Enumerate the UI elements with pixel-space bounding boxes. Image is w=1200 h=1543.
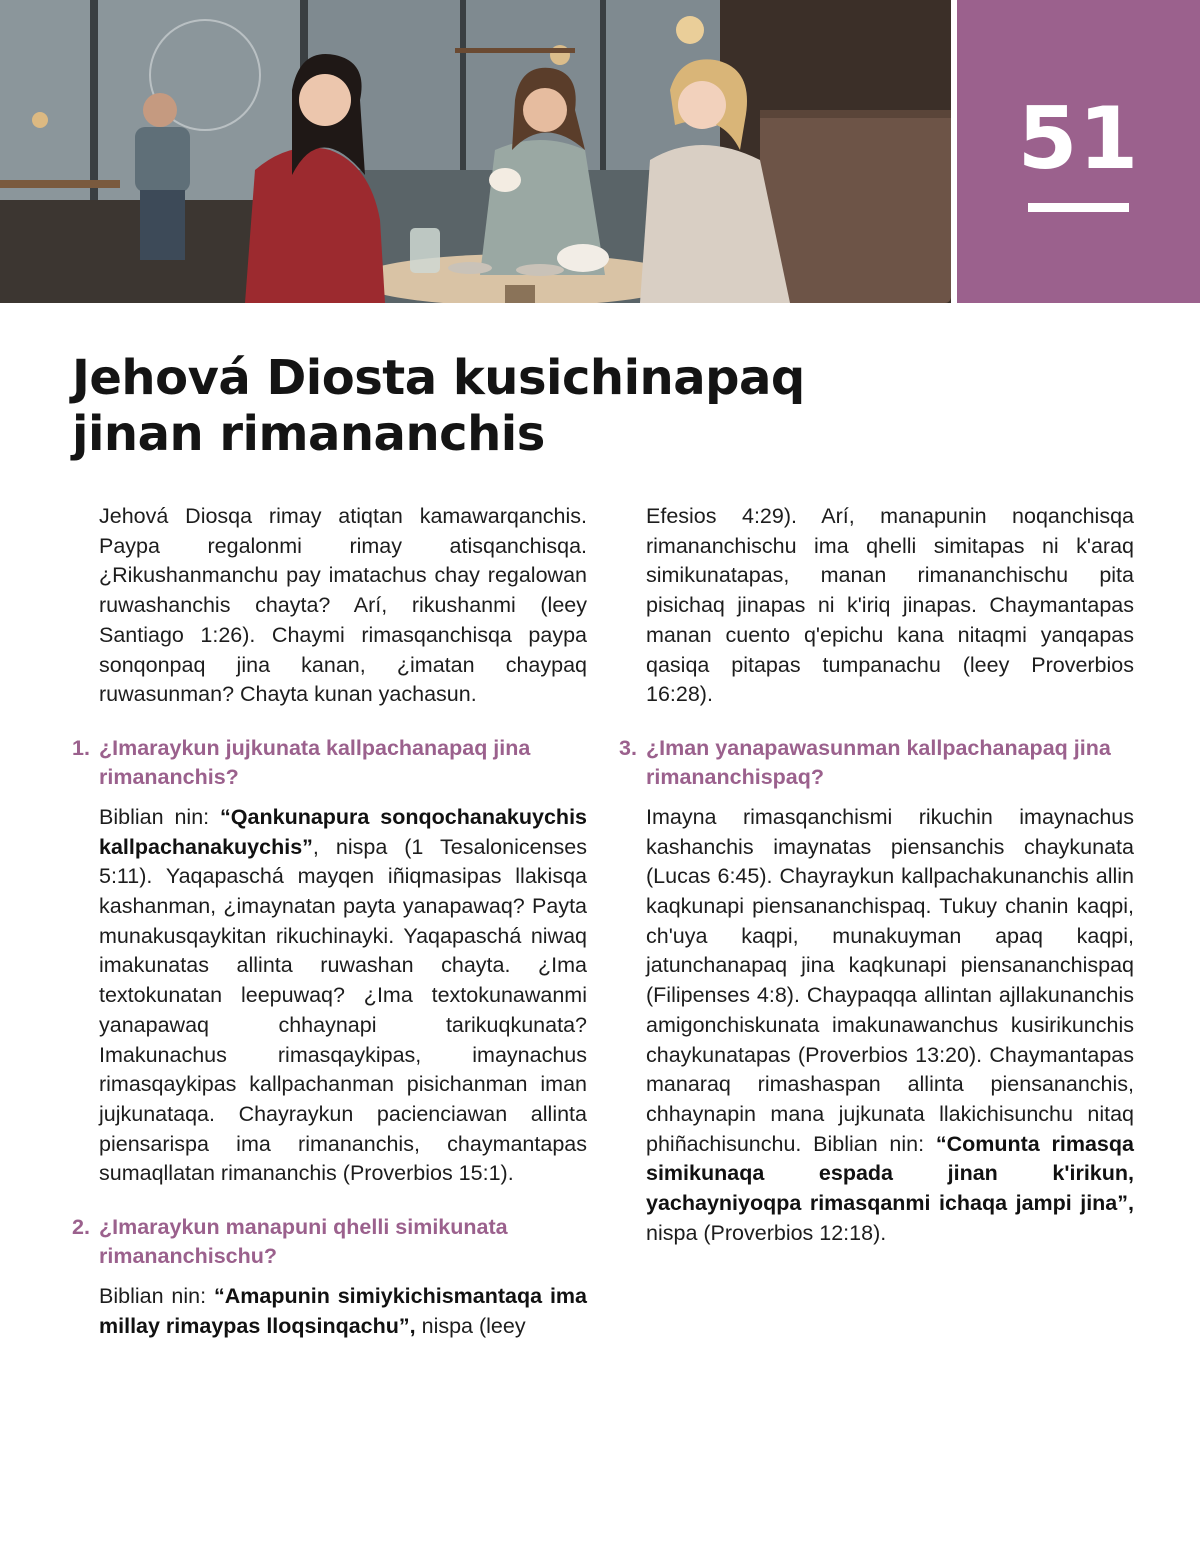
question-2-number: 2. bbox=[72, 1215, 90, 1240]
question-3-text: ¿Iman yanapawasunman kallpachanapaq jina rimananchispaq? bbox=[646, 735, 1111, 789]
question-1-heading bbox=[72, 734, 587, 792]
q3-scripture-quote: “Comunta rimasqa simikunaqa espada jinan k'irikun, yachayniyoqpa rimasqanmi ichaqa jampi jina”, bbox=[646, 1131, 1134, 1216]
page-title bbox=[72, 350, 932, 462]
question-3-answer bbox=[646, 803, 1134, 1249]
cafe-scene-illustration bbox=[0, 0, 951, 303]
right-column bbox=[619, 502, 1134, 1248]
question-2-continuation: Efesios 4:29). Arí, manapunin noqanchisqa rimananchischu ima qhelli simitapas ni k'araq simikunatapas, manan rimananchischu pita pisichaq jinapas ni k'iriq jinapas. Chaymantapas manan cuento q'epichu kana nitaqmi yanqapas qasiqa pitapas tumpanachu (leey Proverbios 16:28). bbox=[646, 504, 1134, 707]
q1-scripture-quote: “Qankunapura sonqochanakuychis kallpachanakuychis” bbox=[99, 804, 587, 859]
q2-lead: Biblian nin: bbox=[99, 1284, 214, 1309]
question-1-answer bbox=[99, 803, 587, 1189]
q1-rest: , nispa (1 Tesalonicenses 5:11). Yaqapaschá mayqen iñiqmasipas llakisqa kashanman, ¿imaynatan payta yanapawaq? Payta munakusqaykitan rikuchinayki. Yaqapaschá niwaq imakunatas allinta ruwashan chayta. ¿Ima textokunatan leepuwaq? ¿Ima textokunawanmi yanapawaq chhaynapi tarikuqkunata? Imakunachus rimasqaykipas, imaynachus rimasqaykipas kallpachanman pisichanman iman jujkunataqa. Chayraykun pacienciawan allinta piensarispa ima rimananchis, chaymantapas sumaqllatan rimananchis (Proverbios 15:1). bbox=[99, 834, 587, 1186]
question-1-text: ¿Imaraykun jujkunata kallpachanapaq jina rimananchis? bbox=[99, 735, 531, 789]
question-2-text: ¿Imaraykun manapuni qhelli simikunata rimananchischu? bbox=[99, 1215, 508, 1269]
intro-paragraph: Jehová Diosqa rimay atiqtan kamawarqanchis. Paypa regalonmi rimay atisqanchisqa. ¿Rikushanmanchu pay imatachus chay regalowan ruwashanchis chayta? Arí, rikushanmi (leey Santiago 1:26). Chaymi rimasqanchisqa paypa sonqonpaq jina kanan, ¿imatan chaypaq ruwasunman? Chayta kunan yachasun. bbox=[99, 504, 587, 707]
question-2-heading bbox=[72, 1213, 587, 1271]
page-title-line-1: Jehová Diosta kusichinapaq bbox=[72, 350, 805, 406]
lesson-number: 51 bbox=[1017, 89, 1140, 189]
lesson-number-tab bbox=[957, 0, 1200, 303]
page-title-line-2: jinan rimananchis bbox=[72, 406, 545, 462]
q3-rest: nispa (Proverbios 12:18). bbox=[646, 1220, 887, 1245]
question-3-heading bbox=[619, 734, 1134, 792]
q3-body: Imayna rimasqanchismi rikuchin imaynachus kashanchis imaynatas piensanchis chaykunata (Lucas 6:45). Chayraykun kallpachakunanchis allin kaqkunapi piensananchispaq. Tukuy chanin kaqpi, ch'uya kaqpi, munakuyman apaq kaqpi, jatunchanapaq jina kaqkunapi piensananchispaq (Filipenses 4:8). Chaypaqqa allintan ajllakunanchis amigonchiskunata imakunawanchus kusirikunchis chaykunatapas (Proverbios 13:20). Chaymantapas manaraq rimashaspan allinta piensananchis, chhaynapin mana jujkunata llakichisunchu nitaq phiñachisunchu. Biblian nin: bbox=[646, 804, 1134, 1156]
question-2-answer bbox=[99, 1282, 587, 1341]
q2-rest: nispa (leey bbox=[415, 1313, 526, 1338]
left-column bbox=[72, 502, 587, 1341]
header-photo bbox=[0, 0, 951, 303]
question-1-number: 1. bbox=[72, 735, 90, 760]
q2-scripture-quote: “Amapunin simiykichismantaqa ima millay rimaypas lloqsinqachu”, bbox=[99, 1284, 587, 1338]
q1-lead: Biblian nin: bbox=[99, 804, 221, 829]
question-3-number: 3. bbox=[619, 735, 637, 760]
lesson-number-underline bbox=[1028, 203, 1129, 212]
